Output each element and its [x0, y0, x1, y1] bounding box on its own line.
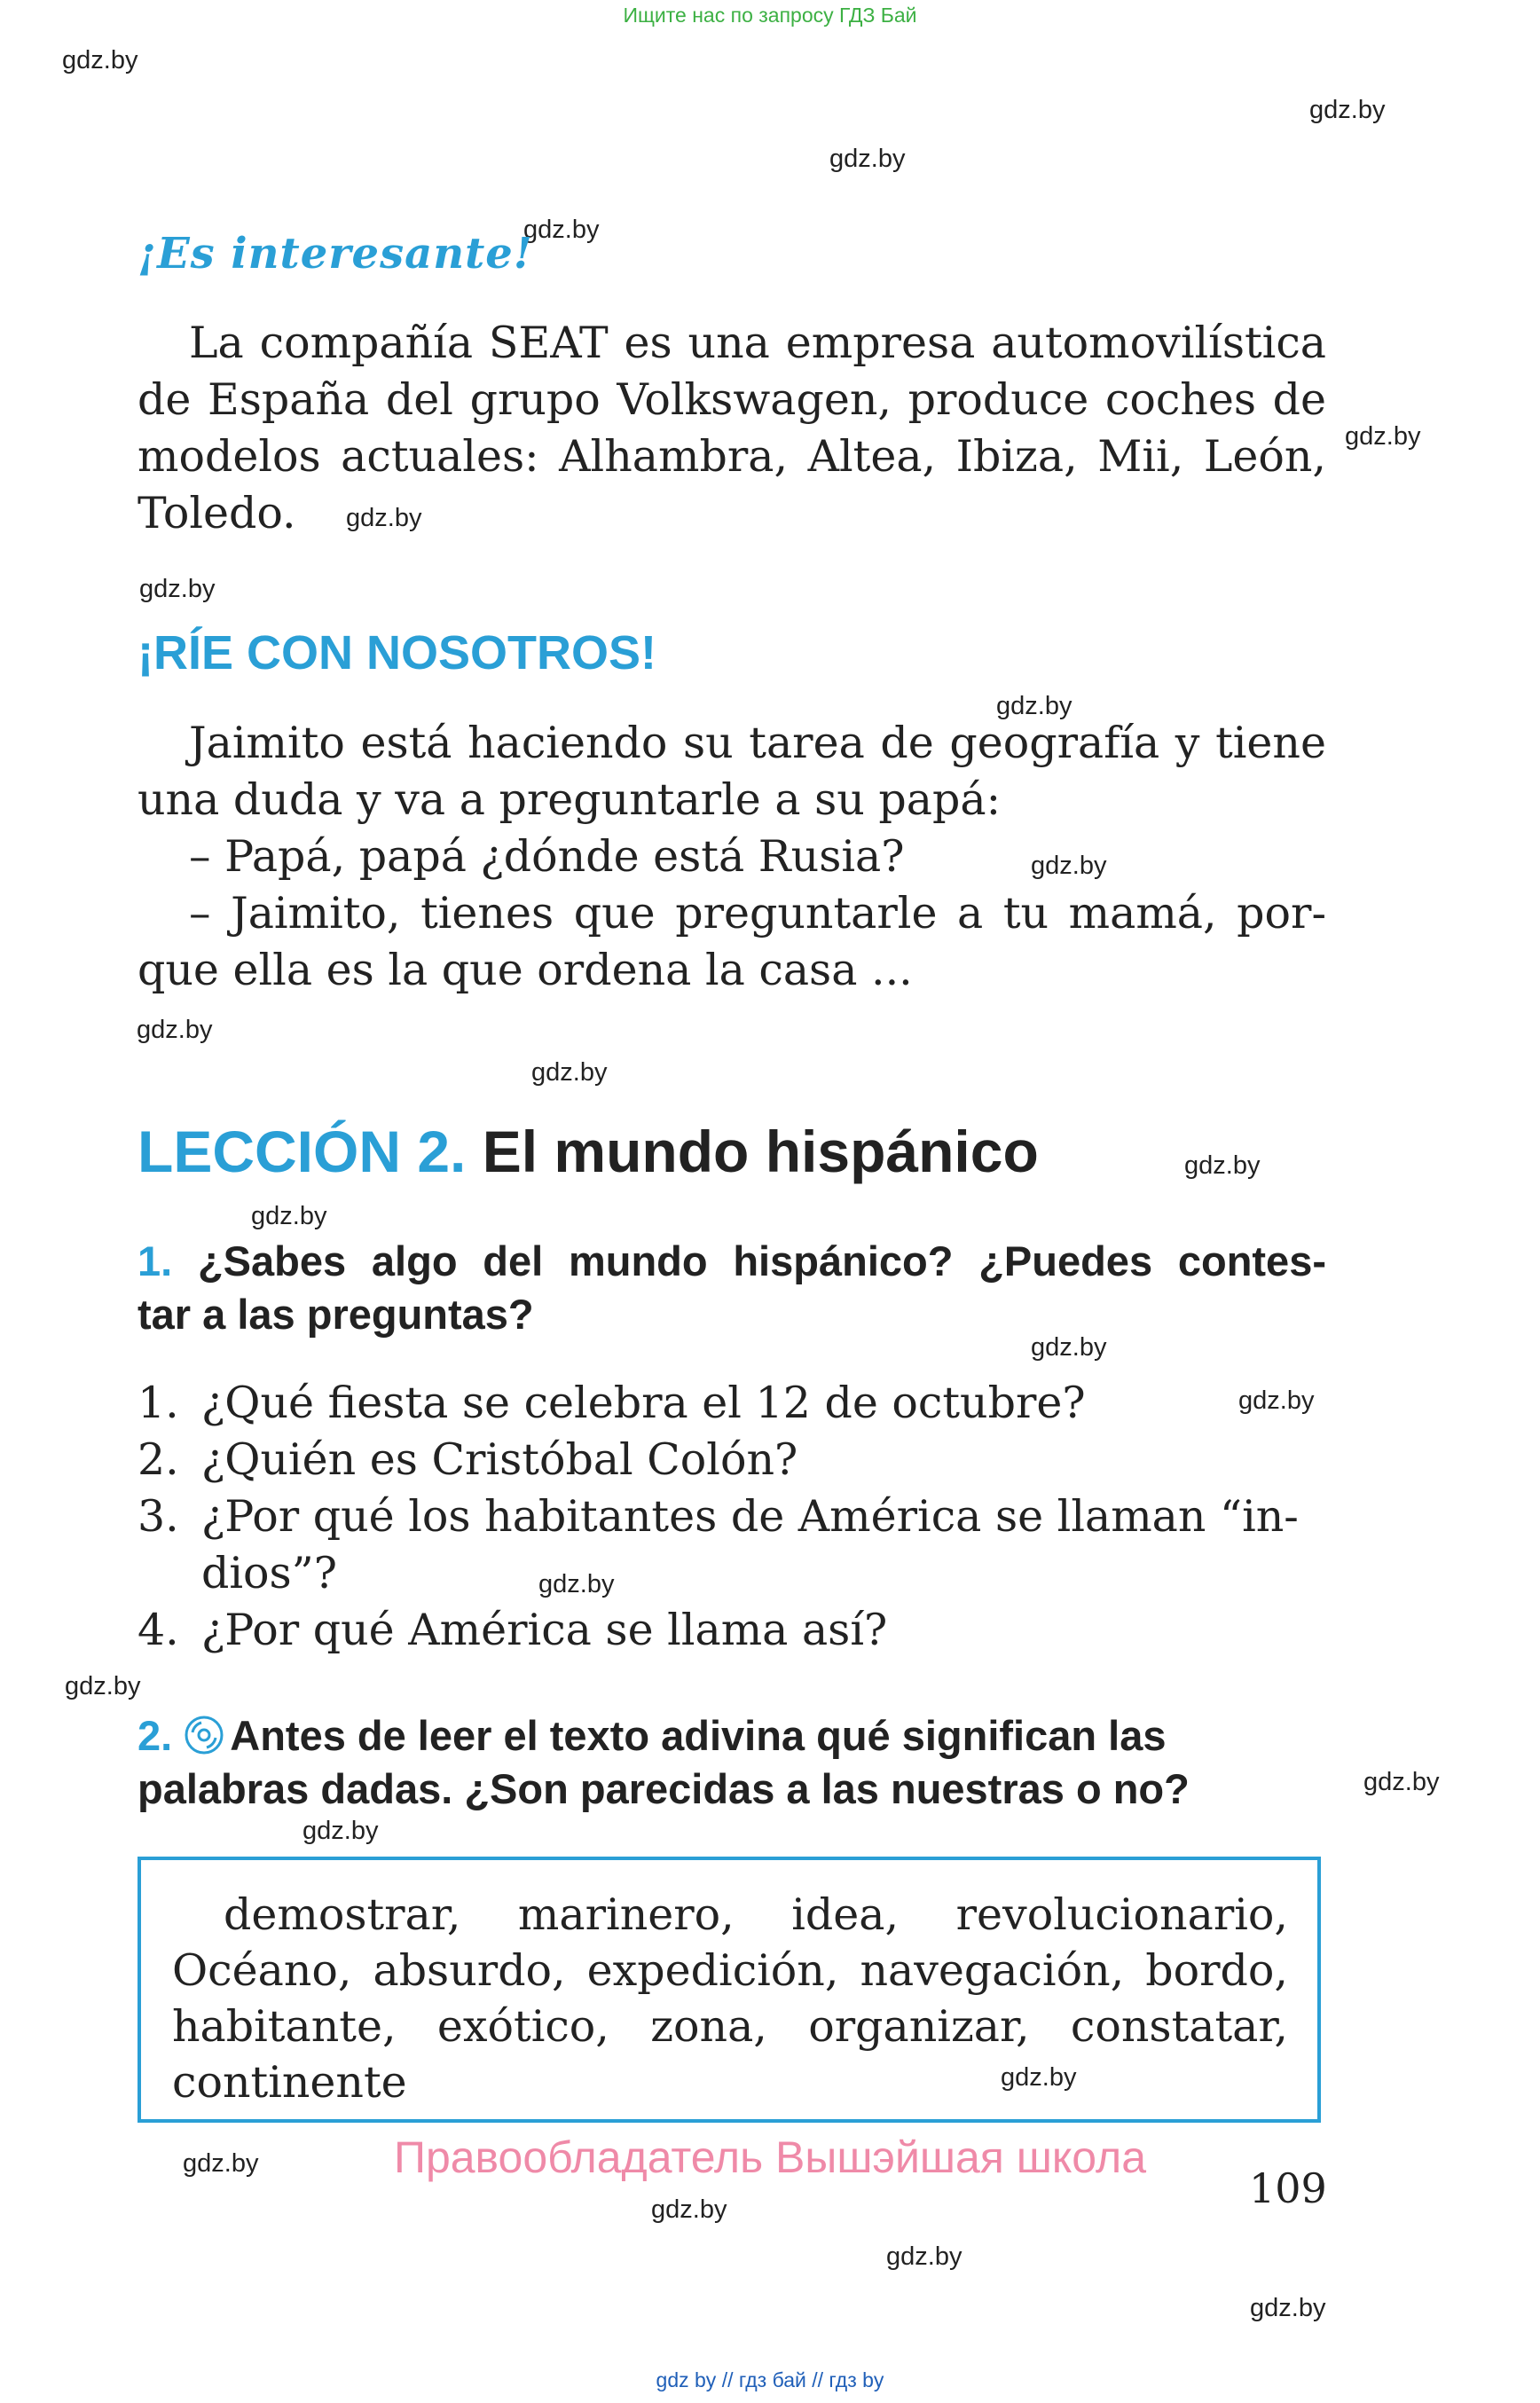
watermark: gdz.by: [531, 1058, 608, 1087]
lesson-number: LECCIÓN 2.: [138, 1119, 467, 1184]
watermark: gdz.by: [538, 1570, 615, 1598]
text-line: Toledo.: [138, 488, 296, 538]
watermark: gdz.by: [1238, 1386, 1315, 1415]
text-line: que ella es la que ordena la casa ...: [138, 945, 913, 995]
text-line: La compañía SEAT es una empresa automovilística: [189, 318, 1326, 368]
vocab-line: Océano, absurdo, expedición, navegación, bordo,: [172, 1945, 1288, 1996]
task-line: [138, 1709, 1326, 1763]
task-line: tar a las preguntas?: [138, 1291, 534, 1338]
task-text: Antes de leer el texto adivina qué significan las: [230, 1712, 1167, 1759]
audio-disc-icon[interactable]: [184, 1715, 224, 1755]
task-number: 2.: [138, 1712, 173, 1759]
watermark: gdz.by: [137, 1016, 213, 1044]
watermark: gdz.by: [829, 145, 906, 173]
task-2: [138, 1709, 1326, 1816]
text-line: una duda y va a preguntarle a su papá:: [138, 774, 1002, 825]
watermark: gdz.by: [183, 2149, 259, 2178]
watermark: gdz.by: [1031, 1333, 1107, 1362]
question-item: [138, 1375, 1326, 1432]
rie-heading: ¡RÍE CON NOSOTROS!: [138, 626, 657, 679]
watermark: gdz.by: [523, 216, 600, 244]
watermark: gdz.by: [62, 46, 138, 75]
question-item: [138, 1602, 1326, 1659]
top-banner: Ищите нас по запросу ГДЗ Бай: [623, 4, 917, 27]
question-text: ¿Por qué América se llama así?: [201, 1605, 888, 1655]
vocab-line: demostrar, marinero, idea, revolucionario,: [224, 1889, 1288, 1940]
task-line: palabras dadas. ¿Son parecidas a las nuestras o no?: [138, 1765, 1190, 1812]
watermark: gdz.by: [65, 1672, 141, 1700]
task-line: [138, 1235, 1326, 1288]
watermark: gdz.by: [651, 2195, 727, 2224]
rie-paragraph: [138, 715, 1326, 999]
vocabulary-text: [172, 1887, 1288, 2110]
watermark: gdz.by: [251, 1202, 327, 1230]
vocab-line: habitante, exótico, zona, organizar, constatar,: [172, 2001, 1288, 2052]
watermark: gdz.by: [1031, 852, 1107, 880]
question-item: [138, 1545, 1326, 1602]
bottom-banner[interactable]: gdz by // гдз бай // гдз by: [656, 2368, 884, 2391]
vocab-line: continente: [172, 2057, 407, 2108]
task-1: [138, 1235, 1326, 1341]
question-item: [138, 1432, 1326, 1488]
question-number: 1.: [138, 1378, 179, 1428]
question-number: 3.: [138, 1491, 179, 1542]
question-list: [138, 1375, 1326, 1659]
lesson-heading: [138, 1118, 1039, 1185]
question-item: [138, 1488, 1326, 1545]
watermark: gdz.by: [1363, 1768, 1440, 1796]
interesante-paragraph: [138, 315, 1326, 542]
interesante-heading: ¡Es interesante!: [138, 229, 533, 279]
text-line: modelos actuales: Alhambra, Altea, Ibiza, Mii, León,: [138, 431, 1326, 482]
text-line: – Papá, papá ¿dónde está Rusia?: [189, 831, 905, 882]
copyright-notice: Правообладатель Вышэйшая школа: [394, 2132, 1146, 2182]
watermark: gdz.by: [346, 504, 422, 532]
watermark: gdz.by: [139, 575, 216, 603]
vocabulary-box: [138, 1857, 1321, 2123]
task-number: 1.: [138, 1237, 173, 1284]
watermark: gdz.by: [1184, 1151, 1261, 1180]
page-number: 109: [1249, 2164, 1327, 2212]
task-text: ¿Sabes algo del mundo hispánico? ¿Puedes contes-: [197, 1237, 1326, 1284]
watermark: gdz.by: [886, 2242, 962, 2271]
watermark: gdz.by: [1250, 2294, 1326, 2322]
text-line: Jaimito está haciendo su tarea de geografía y tiene: [189, 718, 1326, 768]
watermark: gdz.by: [302, 1817, 379, 1845]
question-text: dios”?: [201, 1548, 338, 1598]
question-text: ¿Quién es Cristóbal Colón?: [201, 1434, 798, 1485]
watermark: gdz.by: [996, 692, 1072, 720]
watermark: gdz.by: [1309, 96, 1386, 124]
question-text: ¿Por qué los habitantes de América se llaman “in-: [201, 1491, 1299, 1542]
lesson-title: El mundo hispánico: [482, 1119, 1039, 1184]
question-number: 2.: [138, 1434, 179, 1485]
text-line: – Jaimito, tienes que preguntarle a tu mamá, por-: [189, 888, 1326, 938]
watermark: gdz.by: [1345, 422, 1421, 451]
question-number: 4.: [138, 1605, 179, 1655]
question-text: ¿Qué fiesta se celebra el 12 de octubre?: [201, 1378, 1086, 1428]
watermark: gdz.by: [1001, 2063, 1077, 2092]
text-line: de España del grupo Volkswagen, produce coches de: [138, 374, 1326, 425]
